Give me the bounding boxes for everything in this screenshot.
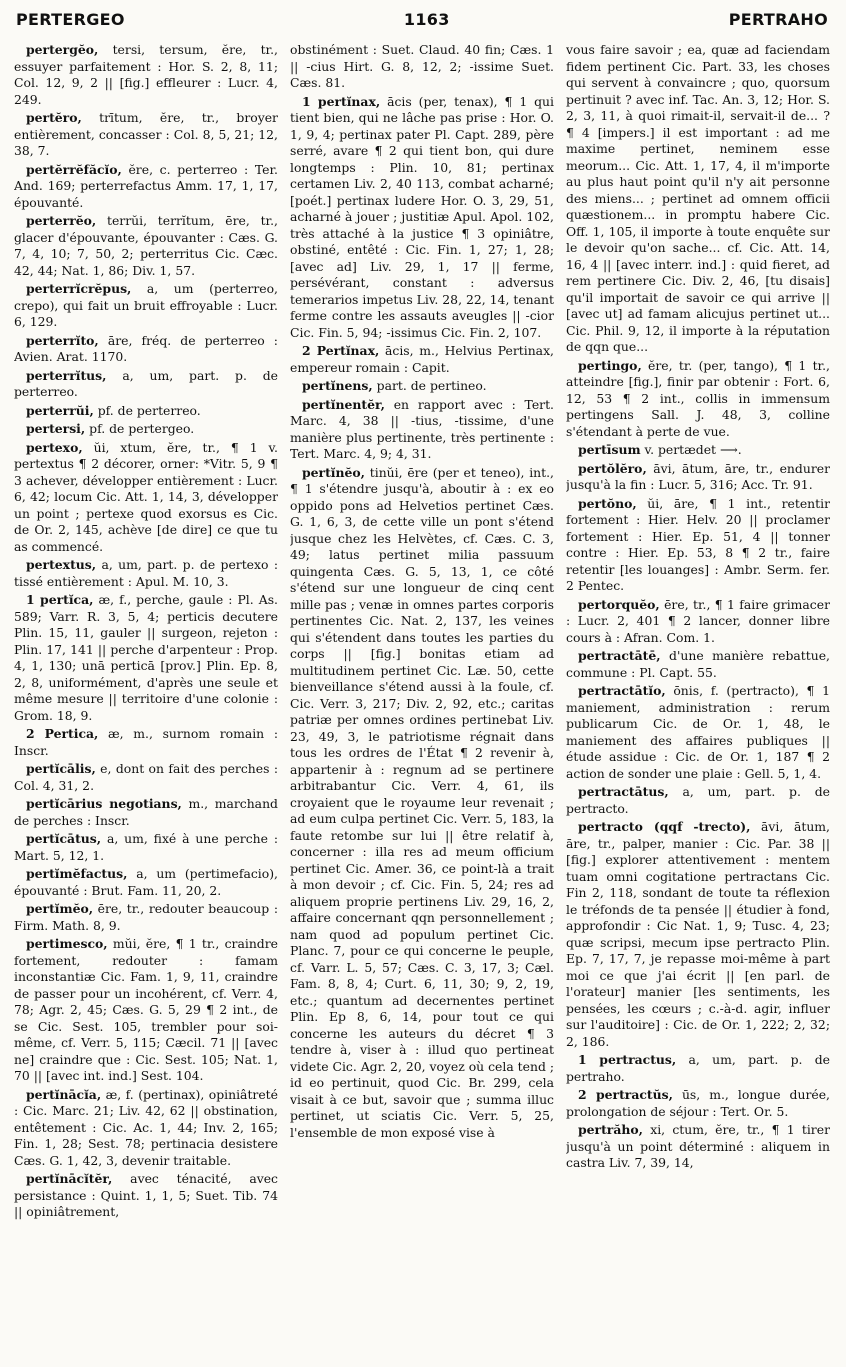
entry-headword: 1 pertractus, bbox=[578, 1052, 677, 1067]
entry-headword: pertractātus, bbox=[578, 784, 669, 799]
dictionary-entry bbox=[566, 683, 830, 782]
dictionary-entry bbox=[566, 1052, 830, 1085]
entry-definition: a, um, part. p. de pertracto. bbox=[566, 784, 830, 816]
page-header bbox=[14, 10, 834, 36]
entry-headword: pertĭnĕo, bbox=[302, 464, 365, 480]
entry-definition: a, um, part. p. de pertexo : tissé entièrement : Apul. M. 10, 3. bbox=[14, 557, 278, 589]
dictionary-entry bbox=[566, 358, 830, 441]
entry-definition: a, um, part. p. de perterreo. bbox=[14, 367, 278, 399]
entry-headword: pertrăho, bbox=[578, 1122, 643, 1137]
entry-headword: pertĭcārius negotians, bbox=[26, 796, 182, 811]
entry-headword: pertĭmĕfactus, bbox=[26, 866, 128, 881]
dictionary-entry bbox=[14, 901, 278, 934]
dictionary-entry bbox=[14, 936, 278, 1085]
dictionary-entry bbox=[14, 42, 278, 108]
dictionary-entry bbox=[290, 378, 554, 395]
entry-definition: mŭi, ĕre, ¶ 1 tr., craindre fortement, redouter : famam inconstantiæ Cic. Fam. 1, 9, 11, craindre de passer pour un incohérent, cf. Verr. 4, 78; Agr. 2, 45; Cæs. G. 5, 29 ¶ 2 int., de se Cic. Sest. 105, trembler pour soi-même, cf. Verr. 5, 115; Cæcil. 71 || [avec ne] craindre que : Cic. Sest. 105; Nat. 1, 70 || [avec int. ind.] Sest. 104. bbox=[14, 936, 278, 1083]
dictionary-entry bbox=[14, 440, 278, 556]
entry-definition: e, dont on fait des perches : Col. 4, 31, 2. bbox=[14, 761, 278, 793]
dictionary-entry bbox=[566, 42, 830, 356]
entry-definition: āvi, ātum, āre, tr., palper, manier : Cic. Par. 38 || [fig.] explorer attentivement : mentem tuam omni cogitatione pertractans Cic. Fin 2, 118, sondant de toute ta réflexion le tréfonds de ta pensée || étudier à fond, approfondir : Cic Nat. 1, 9; Tusc. 4, 23; quæ scripsi, mecum ipse pertracto Plin. Ep. 7, 17, 7, je repasse moi-même à part moi ce que j'ai écrit || [en parl. de l'orateur] manier [les sentiments, les pensées, les cœurs ; c.-à-d. agir, influer sur l'auditoire] : Cic. de Or. 1, 222; 2, 32; 2, 186. bbox=[566, 819, 830, 1049]
entry-definition: d'une manière rebattue, commune : Pl. Capt. 55. bbox=[566, 648, 830, 680]
entry-definition: a, um, fixé à une perche : Mart. 5, 12, 1. bbox=[14, 831, 278, 863]
entry-definition: ōnis, f. (pertracto), ¶ 1 maniement, administration : rerum publicarum Cic. de Or. 1, 48, le maniement des affaires publiques || étude assidue : Cic. de Or. 1, 187 ¶ 2 action de sonder une plaie : Gell. 5, 1, 4. bbox=[566, 683, 830, 781]
entry-definition: ēre, tr., ¶ 1 faire grimacer : Lucr. 2, 401 ¶ 2 lancer, donner libre cours à : Afran. Com. 1. bbox=[566, 596, 830, 645]
entry-definition: m., marchand de perches : Inscr. bbox=[14, 796, 278, 828]
entry-headword: 2 Pertĭnax, bbox=[302, 343, 380, 358]
entry-definition: part. de pertineo. bbox=[372, 378, 487, 393]
entry-headword: pertĭnācĭtĕr, bbox=[26, 1171, 113, 1186]
dictionary-entry bbox=[566, 784, 830, 817]
entry-definition: ūs, m., longue durée, prolongation de séjour : Tert. Or. 5. bbox=[566, 1087, 830, 1119]
entry-headword: perterrĕo, bbox=[26, 213, 97, 228]
dictionary-entry bbox=[566, 1087, 830, 1120]
dictionary-entry bbox=[14, 421, 278, 438]
entry-headword: pertingo, bbox=[578, 357, 642, 373]
entry-definition: āvi, ātum, āre, tr., endurer jusqu'à la fin : Lucr. 5, 316; Acc. Tr. 91. bbox=[566, 460, 830, 492]
dictionary-entry bbox=[290, 465, 554, 1142]
entry-definition: ĕre, tr. (per, tango), ¶ 1 tr., atteindre [fig.], finir par obtenir : Fort. 6, 12, 53 ¶ 2 int., collis in immensum pertingens Sall. J. 48, 3, colline s'étendant à perte de vue. bbox=[566, 357, 830, 439]
entry-definition: tinŭi, ēre (per et teneo), int., ¶ 1 s'étendre jusqu'à, aboutir à : ex eo oppido pons ad Helvetios pertinet Cæs. G. 1, 6, 3, de cette ville un pont s'étend jusque chez les Helvètes, cf. Cæs. C. 3, 49; latus pertinet milia passuum quingenta Cæs. G. 5, 13, 1, ce côté s'étend sur une longueur de cinq cent mille pas ; venæ in omnes partes corporis pertinentes Cic. Nat. 2, 137, les veines qui s'étendent dans toutes les parties du corps || [fig.] bonitas etiam ad multitudinem pertinet Cic. Læ. 50, cette bienveillance s'étend aussi à la foule, cf. Cic. Verr. 3, 217; Div. 2, 92, etc.; caritas patriæ per omnes ordines pertinebat Liv. 23, 49, 3, le patriotisme régnait dans tous les ordres de l'État ¶ 2 revenir à, appartenir à : regnum ad se pertinere arbitrabantur Cic. Verr. 4, 61, ils croyaient que le royaume leur revenait ; ad eum culpa pertinet Cic. Verr. 5, 183, la faute retombe sur lui || être relatif à, concerner : illa res ad meum officium pertinet Cic. Amer. 36, ce point-là a trait à mon devoir ; cf. Cic. Fin. 5, 24; res ad aliquem proprie pertinens Liv. 29, 16, 2, affaire concernant qqn personnellement ; nam quod ad populum pertinet Cic. Planc. 7, pour ce qui concerne le peuple, cf. Varr. L. 5, 57; Cæs. C. 3, 17, 3; Cæl. Fam. 8, 8, 4; Curt. 6, 11, 30; 9, 2, 19, etc.; quantum ad decernentes pertinet Plin. Ep 8, 6, 14, pour tout ce qui concerne les auteurs du décret ¶ 3 tendre à, viser à : illud quo pertineat videte Cic. Agr. 2, 20, voyez où cela tend ; id eo pertinuit, quod Cic. Br. 299, cela visait à ce but, savoir que ; summa illuc pertinet, ut sciatis Cic. Verr. 5, 25, l'ensemble de mon exposé vise à bbox=[290, 464, 554, 1140]
entry-headword: pertīsum bbox=[578, 442, 641, 457]
dictionary-entry bbox=[14, 1087, 278, 1170]
entry-headword: pertergĕo, bbox=[26, 42, 99, 57]
entry-definition: avec ténacité, avec persistance : Quint. 1, 1, 5; Suet. Tib. 74 || opiniâtrement, bbox=[14, 1171, 278, 1219]
dictionary-entry bbox=[14, 213, 278, 279]
dictionary-entry bbox=[14, 333, 278, 366]
entry-definition: āre, fréq. de perterreo : Avien. Arat. 1170. bbox=[14, 332, 278, 364]
entry-headword: pertorquĕo, bbox=[578, 596, 660, 612]
entry-headword: pertractātĭo, bbox=[578, 683, 666, 698]
dictionary-entry bbox=[566, 597, 830, 647]
entry-headword: perterrŭi, bbox=[26, 402, 94, 418]
dictionary-entry bbox=[14, 796, 278, 829]
entry-headword: pertexo, bbox=[26, 439, 83, 455]
running-head-left: PERTERGEO bbox=[16, 10, 125, 29]
dictionary-entry bbox=[14, 831, 278, 864]
entry-headword: pertextus, bbox=[26, 557, 97, 572]
entry-headword: 2 Pertica, bbox=[26, 726, 99, 741]
dictionary-entry bbox=[14, 592, 278, 724]
dictionary-entry bbox=[14, 866, 278, 899]
entry-headword: pertersi, bbox=[26, 421, 86, 436]
entry-headword: pertĭnens, bbox=[302, 378, 373, 393]
entry-definition: trītum, ĕre, tr., broyer entièrement, concasser : Col. 8, 5, 21; 12, 38, 7. bbox=[14, 110, 278, 158]
entry-headword: 1 pertĭnax, bbox=[302, 93, 381, 109]
entry-headword: pertĕrrĕfăcĭo, bbox=[26, 161, 122, 177]
entry-definition: ĕre, c. perterreo : Ter. And. 169; perterrefactus Amm. 17, 1, 17, épouvanté. bbox=[14, 161, 278, 210]
entry-definition: xi, ctum, ĕre, tr., ¶ 1 tirer jusqu'à un point déterminé : aliquem in castra Liv. 7, 39, 14, bbox=[566, 1122, 830, 1170]
dictionary-entry bbox=[14, 110, 278, 160]
entry-headword: perterrĭtus, bbox=[26, 367, 107, 383]
dictionary-entry bbox=[290, 94, 554, 342]
entry-definition: obstinément : Suet. Claud. 40 fin; Cæs. 1 || -cius Hirt. G. 8, 12, 2; -issime Suet. Cæs. 81. bbox=[290, 42, 554, 90]
entry-definition: æ, f., perche, gaule : Pl. As. 589; Varr. R. 3, 5, 4; perticis decutere Plin. 15, 11, gauler || surgeon, rejeton : Plin. 17, 141 || perche d'arpenteur : Prop. 4, 1, 130; unā perticā [prov.] Plin. Ep. 8, 2, 8, uniformément, d'après une seule et même mesure || territoire d'une colonie : Grom. 18, 9. bbox=[14, 592, 278, 723]
entry-definition: a, um, part. p. de pertraho. bbox=[566, 1052, 830, 1084]
entry-definition: ācis (per, tenax), ¶ 1 qui tient bien, qui ne lâche pas prise : Hor. O. 1, 9, 4; pertinax pater Pl. Capt. 289, père serré, avare ¶ 2 qui tient bon, qui dure longtemps : Plin. 10, 81; pertinax certamen Liv. 2, 40 113, combat acharné; [poét.] pertinax ludere Hor. O. 3, 29, 51, acharné à jouer ; justitiæ Apul. Apol. 102, très attaché à la justice ¶ 3 opiniâtre, obstiné, entêté : Cic. Fin. 1, 27; 1, 28; [avec ad] Liv. 29, 1, 17 || ferme, persévérant, constant : adversus temerarios impetus Liv. 28, 22, 14, tenant ferme contre les assauts aveugles || -cior Cic. Fin. 5, 94; -issimus Cic. Fin. 2, 107. bbox=[290, 93, 554, 340]
dictionary-entry bbox=[14, 368, 278, 401]
dictionary-entry bbox=[14, 162, 278, 212]
entry-definition: vous faire savoir ; ea, quæ ad faciendam fidem pertinent Cic. Part. 33, les choses qui servent à convaincre ; quo, quorsum pertinuit ? avec inf. Tac. An. 3, 12; Hor. S. 2, 3, 11, à quoi rimait-il, servait-il de... ? ¶ 4 [impers.] il est important : ad me maxime pertinet, neminem esse meorum... Cic. Att. 1, 17, 4, il m'importe au plus haut point qu'il n'y ait personne des miens... ; pertinet ad omnem officii quæstionem... in promptu habere Cic. Off. 1, 105, il importe à toute enquête sur le devoir qu'on sache... cf. Cic. Att. 14, 16, 4 || [avec interr. ind.] : quid fieret, ad rem pertinere Cic. Div. 2, 46, [tu disais] qu'il importait de savoir ce qui arrive || [avec ut] ad famam alicujus pertinet ut... Cic. Phil. 9, 12, il importe à la réputation de qqn que... bbox=[566, 42, 830, 354]
page-number: 1163 bbox=[403, 10, 450, 29]
entry-headword: pertŏlĕro, bbox=[578, 460, 647, 476]
dictionary-entry bbox=[290, 397, 554, 463]
dictionary-entry bbox=[566, 1122, 830, 1172]
entry-definition: pf. de perterreo. bbox=[93, 402, 201, 418]
dictionary-entry bbox=[566, 461, 830, 494]
column-1 bbox=[14, 42, 278, 1362]
entry-headword: perterrĭto, bbox=[26, 332, 99, 348]
dictionary-entry bbox=[14, 1171, 278, 1221]
entry-definition: ēre, tr., redouter beaucoup : Firm. Math. 8, 9. bbox=[14, 901, 278, 933]
entry-definition: v. pertædet ⟶. bbox=[640, 442, 742, 457]
dictionary-entry bbox=[14, 557, 278, 590]
entry-definition: en rapport avec : Tert. Marc. 4, 38 || -tius, -tissime, d'une manière plus pertinente, très pertinente : Tert. Marc. 4, 9; 4, 31. bbox=[290, 396, 554, 461]
entry-definition: pf. de pertergeo. bbox=[85, 421, 195, 436]
entry-headword: pertracto (qqf -trecto), bbox=[578, 819, 751, 834]
entry-definition: æ, m., surnom romain : Inscr. bbox=[14, 726, 278, 758]
dictionary-entry bbox=[290, 343, 554, 376]
entry-definition: ācis, m., Helvius Pertinax, empereur romain : Capit. bbox=[290, 343, 554, 375]
entry-headword: pertŏno, bbox=[578, 495, 637, 511]
dictionary-entry bbox=[14, 403, 278, 420]
entry-headword: pertĕro, bbox=[26, 110, 82, 125]
entry-headword: pertimesco, bbox=[26, 936, 108, 951]
entry-headword: pertractātē, bbox=[578, 648, 661, 663]
entry-headword: pertĭnācĭa, bbox=[26, 1086, 102, 1102]
entry-headword: 2 pertractŭs, bbox=[578, 1087, 673, 1102]
column-3 bbox=[566, 42, 830, 1362]
entry-headword: pertĭcātus, bbox=[26, 831, 102, 846]
entry-headword: 1 pertĭca, bbox=[26, 592, 94, 607]
dictionary-entry bbox=[566, 819, 830, 1050]
entry-definition: tersi, tersum, ĕre, tr., essuyer parfaitement : Hor. S. 2, 8, 11; Col. 12, 9, 2 || [fig.] effleurer : Lucr. 4, 249. bbox=[14, 42, 278, 107]
entry-definition: a, um (perterreo, crepo), qui fait un bruit effroyable : Lucr. 6, 129. bbox=[14, 281, 278, 329]
entry-definition: a, um (pertimefacio), épouvanté : Brut. Fam. 11, 20, 2. bbox=[14, 866, 278, 898]
entry-definition: ŭi, xtum, ĕre, tr., ¶ 1 v. pertextus ¶ 2 décorer, orner: *Vitr. 5, 9 ¶ 3 achever, développer entièrement : Lucr. 6, 42; locum Cic. Att. 1, 14, 3, développer un point ; pertexe quod exorsus es Cic. de Or. 2, 145, achève [de dire] ce que tu as commencé. bbox=[14, 439, 278, 554]
dictionary-entry bbox=[566, 496, 830, 595]
dictionary-entry bbox=[566, 648, 830, 681]
entry-headword: pertĭmĕo, bbox=[26, 901, 94, 916]
text-columns bbox=[14, 42, 834, 1362]
entry-definition: terrŭi, terrĭtum, ēre, tr., glacer d'épouvante, épouvanter : Cæs. G. 7, 4, 10; 7, 50, 2; perterritus Cic. Cæc. 42, 44; Nat. 1, 86; Div. 1, 57. bbox=[14, 213, 278, 278]
dictionary-entry bbox=[14, 281, 278, 331]
dictionary-entry bbox=[566, 442, 830, 459]
entry-headword: pertĭcālis, bbox=[26, 761, 96, 776]
entry-headword: perterrĭcrĕpus, bbox=[26, 281, 132, 296]
entry-definition: æ, f. (pertinax), opiniâtreté : Cic. Marc. 21; Liv. 42, 62 || obstination, entêtement : Cic. Ac. 1, 44; Inv. 2, 165; Fin. 1, 28; Sest. 78; pertinacia desistere Cæs. G. 1, 42, 3, devenir traitable. bbox=[14, 1086, 278, 1168]
dictionary-entry bbox=[14, 726, 278, 759]
column-2 bbox=[290, 42, 554, 1362]
entry-definition: ŭi, āre, ¶ 1 int., retentir fortement : Hier. Helv. 20 || proclamer fortement : Hier. Ep. 51, 4 || tonner contre : Hier. Ep. 53, 8 ¶ 2 tr., faire retentir [les louanges] : Ambr. Serm. fer. 2 Pentec. bbox=[566, 495, 830, 593]
running-head-right: PERTRAHO bbox=[728, 10, 828, 29]
dictionary-entry bbox=[290, 42, 554, 92]
dictionary-entry bbox=[14, 761, 278, 794]
entry-headword: pertĭnentĕr, bbox=[302, 396, 385, 412]
